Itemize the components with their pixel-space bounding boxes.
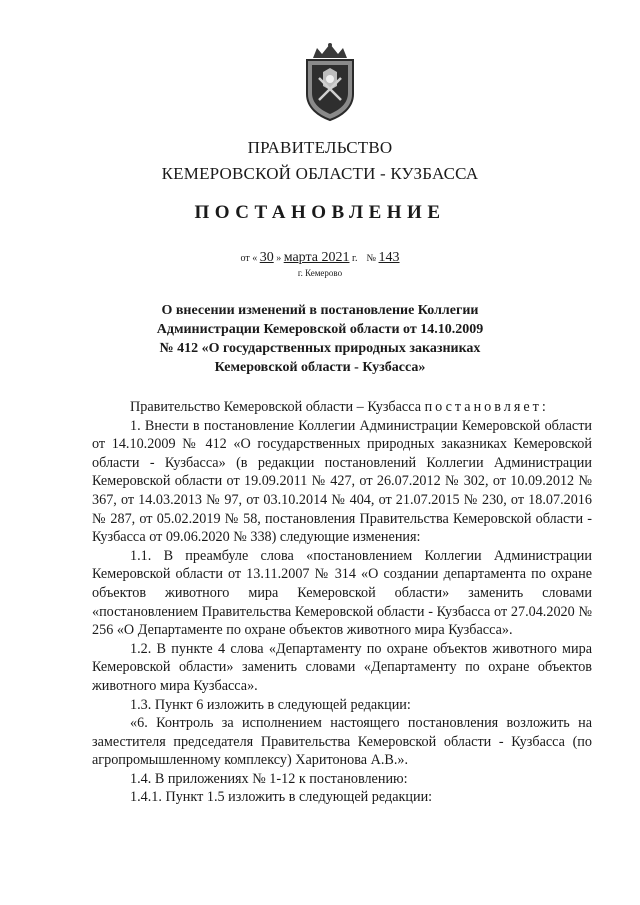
subject-line: Администрации Кемеровской области от 14.10.2009 bbox=[156, 322, 484, 337]
body-paragraph: 1.4.1. Пункт 1.5 изложить в следующей редакции: bbox=[130, 789, 433, 806]
body-paragraph-intro bbox=[92, 398, 592, 417]
subject-line: № 412 «О государственных природных заказниках bbox=[159, 341, 481, 356]
subject-line: О внесении изменений в постановление Коллегии bbox=[161, 303, 479, 318]
document-date-line bbox=[0, 250, 640, 266]
government-name-line1: ПРАВИТЕЛЬСТВО bbox=[247, 138, 393, 157]
date-prefix: от « bbox=[240, 253, 258, 264]
body-paragraph: 1.3. Пункт 6 изложить в следующей редакции: bbox=[130, 696, 411, 713]
government-name-line2: КЕМЕРОВСКОЙ ОБЛАСТИ - КУЗБАССА bbox=[161, 164, 479, 183]
document-type-title: ПОСТАНОВЛЕНИЕ bbox=[194, 202, 446, 223]
body-paragraph: «6. Контроль за исполнением настоящего постановления возложить на заместителя председателя Правительства Кемеровской области - Кузбасса (по агропромышленному комплексу) Харитонова А.В.». bbox=[92, 715, 592, 769]
document-body bbox=[92, 398, 592, 807]
body-paragraph: 1.2. В пункте 4 слова «Департаменту по охране объектов животного мира Кемеровской области» заменить словами «Департаменту по охране объектов животного мира Кузбасса». bbox=[92, 640, 592, 694]
date-year-suffix: г. bbox=[352, 253, 358, 264]
body-paragraph: 1.4. В приложениях № 1-12 к постановлению: bbox=[130, 770, 408, 787]
subject-line: Кемеровской области - Кузбасса» bbox=[214, 360, 426, 375]
intro-decree-word: постановляет: bbox=[424, 399, 549, 415]
kemerovo-coat-of-arms-icon bbox=[299, 42, 361, 122]
date-month-year: марта 2021 bbox=[283, 250, 350, 265]
date-mid: » bbox=[276, 253, 282, 264]
body-paragraph: 1.1. В преамбуле слова «постановлением Коллегии Администрации Кемеровской области от 13.11.2007 № 314 «О создании департамента по охране объектов животного мира Кемеровской области» заменить словами «постановлением Правительства Кемеровской области - Кузбасса от 27.04.2020 № 256 «О Департаменте по охране объектов животного мира Кузбасса». bbox=[92, 547, 592, 639]
number-prefix: № bbox=[366, 253, 377, 264]
document-city: г. Кемерово bbox=[297, 268, 343, 278]
date-day: 30 bbox=[259, 250, 274, 265]
intro-text: Правительство Кемеровской области – Кузбасса bbox=[130, 399, 425, 415]
body-paragraph: 1. Внести в постановление Коллегии Администрации Кемеровской области от 14.10.2009 № 412 «О государственных природных заказниках Кемеровской области - Кузбасса» (в редакции постановлений Коллегии Администрации Кемеровской области от 19.09.2011 № 427, от 26.07.2012 № 302, от 10.09.2012 № 367, от 14.03.2013 № 97, от 03.10.2014 № 404, от 21.07.2015 № 230, от 18.07.2016 № 287, от 05.02.2019 № 58, постановления Правительства Кемеровской области - Кузбасса от 09.06.2020 № 338) следующие изменения: bbox=[92, 417, 592, 546]
document-subject bbox=[150, 301, 490, 377]
document-number: 143 bbox=[378, 250, 400, 265]
